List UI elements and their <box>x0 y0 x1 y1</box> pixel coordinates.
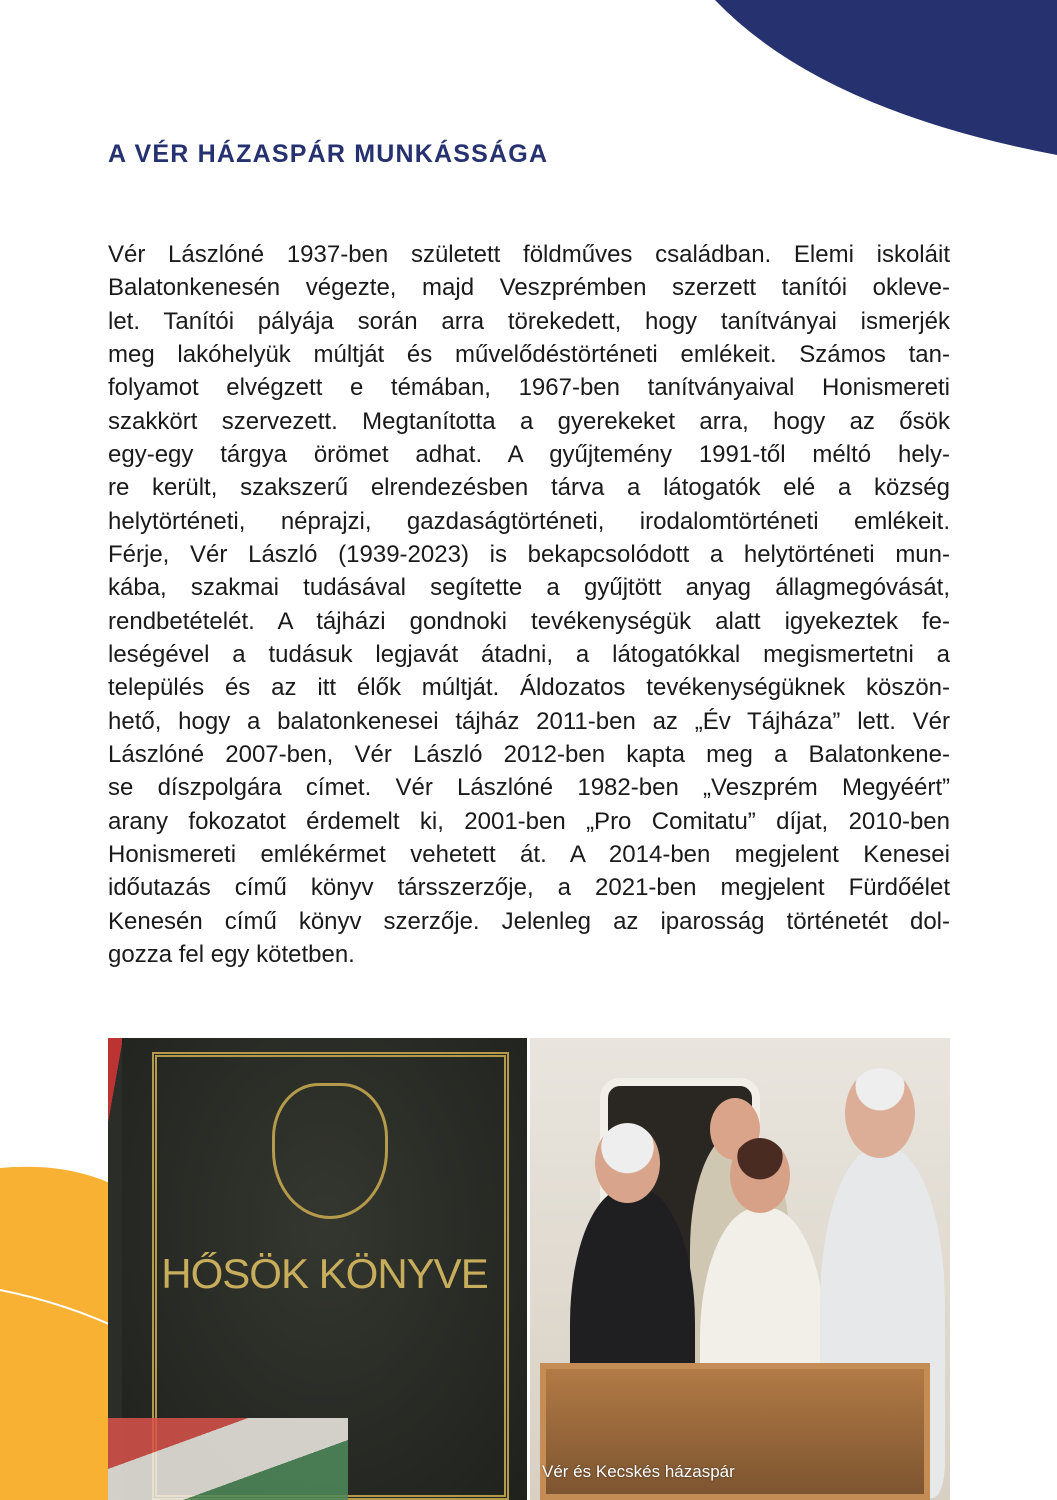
paragraph-line: helytörténeti, néprajzi, gazdaságtörténeti, irodalomtörténeti emlékeit. <box>108 507 950 535</box>
book-cover-title: HŐSÖK KÖNYVE <box>161 1250 488 1297</box>
paragraph-line: Vér Lászlóné 1937-ben született földműves családban. Elemi iskoláit <box>108 241 950 268</box>
paragraph-line: gozza fel egy kötetben. <box>108 940 355 968</box>
paragraph-line: Kenesén című könyv szerzője. Jelenleg az iparosság történetét dol- <box>108 907 950 935</box>
paragraph-line: hető, hogy a balatonkenesei tájház 2011-ben az „Év Tájháza” lett. Vér <box>108 707 950 735</box>
person-head <box>730 1138 790 1213</box>
paragraph-line: let. Tanítói pályája során arra törekedett, hogy tanítványai ismerjék <box>108 307 950 335</box>
photo-caption: Vér és Kecskés házaspár <box>542 1462 735 1481</box>
body-paragraph <box>108 238 950 971</box>
paragraph-line: település és az itt élők múltját. Áldozatos tevékenységüknek köszön- <box>108 674 950 702</box>
paragraph-line: rendbetételét. A tájházi gondnoki tevékenységük alatt igyekeztek fe- <box>108 607 950 635</box>
paragraph-line: leségével a tudásuk legjavát átadni, a látogatókkal megismertetni a <box>108 640 950 668</box>
person-head <box>595 1123 660 1203</box>
paragraph-line: Balatonkenesén végezte, majd Veszprémben szerzett tanítói okleve- <box>108 274 950 302</box>
hungarian-flag-ribbon <box>108 1418 348 1500</box>
paragraph-line: arany fokozatot érdemelt ki, 2001-ben „Pro Comitatu” díjat, 2010-ben <box>108 807 950 835</box>
paragraph-line: kába, szakmai tudásával segítette a gyűjtött anyag állagmegóvását, <box>108 574 950 602</box>
photo-couples <box>530 1038 950 1500</box>
paragraph-line: időutazás című könyv társszerzője, a 2021-ben megjelent Fürdőélet <box>108 874 950 902</box>
paragraph-line: meg lakóhelyük múltját és művelődéstörténeti emlékeit. Számos tan- <box>108 340 950 368</box>
paragraph-line: szakkört szervezett. Megtanította a gyerekeket arra, hogy az ősök <box>108 407 950 435</box>
page-title: A VÉR HÁZASPÁR MUNKÁSSÁGA <box>108 140 549 168</box>
paragraph-line: folyamot elvégzett e témában, 1967-ben tanítványaival Honismereti <box>108 374 950 402</box>
paragraph-line: re került, szakszerű elrendezésben tárva a látogatók elé a község <box>108 474 950 502</box>
paragraph-line: egy-egy tárgya örömet adhat. A gyűjtemény 1991-től méltó hely- <box>108 440 950 468</box>
coat-of-arms-icon <box>272 1083 388 1219</box>
paragraph-line: Férje, Vér László (1939-2023) is bekapcsolódott a helytörténeti mun- <box>108 540 950 568</box>
decorative-navy-arc <box>715 0 1057 155</box>
person-head <box>845 1068 915 1158</box>
paragraph-line: Honismereti emlékérmet vehetett át. A 2014-ben megjelent Kenesei <box>108 840 950 868</box>
paragraph-line: se díszpolgára címet. Vér Lászlóné 1982-ben „Veszprém Megyéért” <box>108 774 950 802</box>
paragraph-line: Lászlóné 2007-ben, Vér László 2012-ben kapta meg a Balatonkene- <box>108 740 950 768</box>
photo-hosok-konyve <box>108 1038 527 1500</box>
